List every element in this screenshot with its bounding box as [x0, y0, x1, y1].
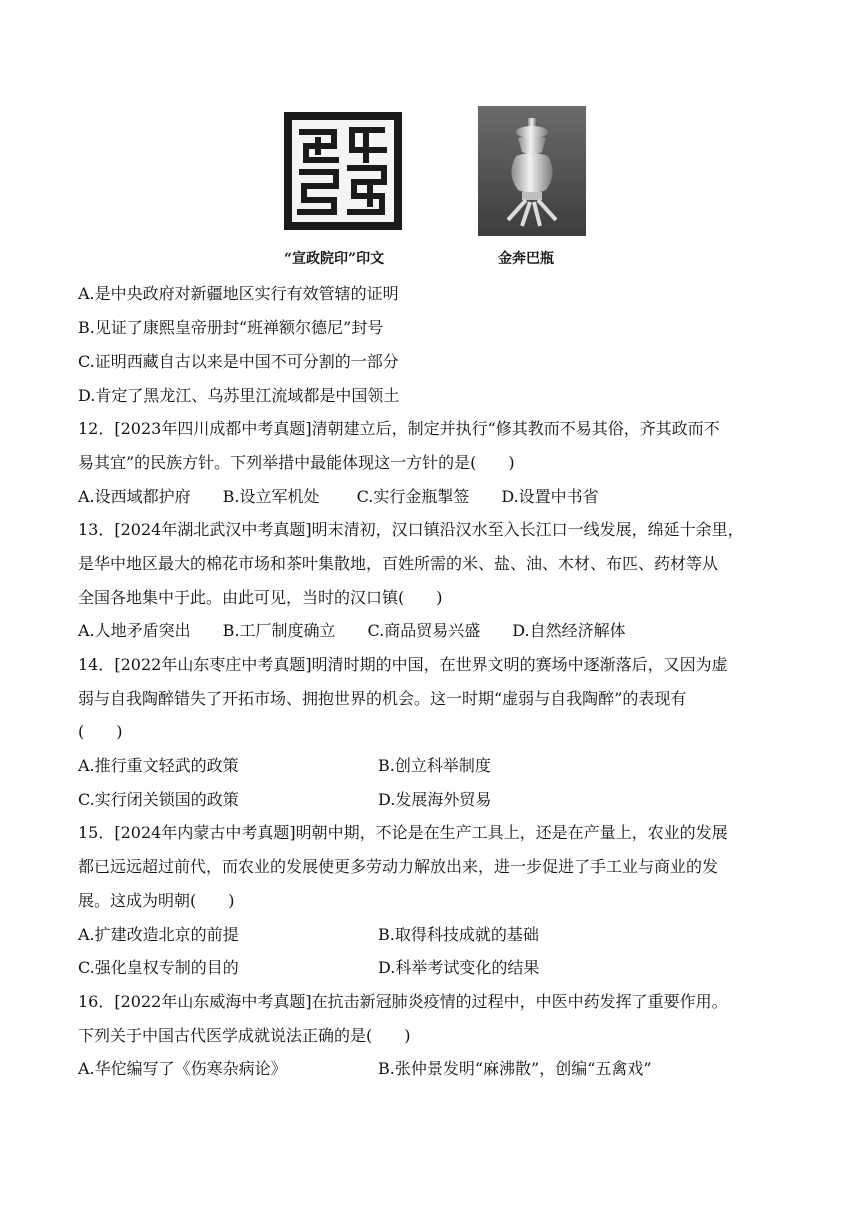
q15-stem-line3: 展。这成为明朝( ): [78, 891, 235, 910]
seal-imprint-image: [270, 100, 430, 244]
q14-option-b: B.创立科举制度: [378, 756, 491, 775]
urn-caption: 金奔巴瓶: [498, 251, 554, 267]
q11-option-b: B.见证了康熙皇帝册封“班禅额尔德尼”封号: [78, 318, 384, 337]
q12-options: A.设西域都护府 B.设立军机处 C.实行金瓶掣签 D.设置中书省: [78, 487, 599, 506]
figures-row: [270, 100, 600, 270]
q14-option-d: D.发展海外贸易: [378, 790, 492, 809]
q14-option-a: A.推行重文轻武的政策: [78, 756, 239, 775]
q12-stem-line2: 易其宜”的民族方针。下列举措中最能体现这一方针的是( ): [78, 453, 515, 472]
q15-option-b: B.取得科技成就的基础: [378, 925, 539, 944]
q11-option-a: A.是中央政府对新疆地区实行有效管辖的证明: [78, 284, 399, 303]
golden-urn-image: [478, 100, 586, 244]
q12-stem-line1: 12．[2023年四川成都中考真题]清朝建立后，制定并执行“修其教而不易其俗，齐其政而不: [78, 419, 720, 438]
q15-option-a: A.扩建改造北京的前提: [78, 925, 239, 944]
q14-stem-line1: 14．[2022年山东枣庄中考真题]明清时期的中国，在世界文明的赛场中逐渐落后，又因为虚: [78, 655, 728, 674]
q14-stem-line2: 弱与自我陶醉错失了开拓市场、拥抱世界的机会。这一时期“虚弱与自我陶醉”的表现有: [78, 689, 687, 708]
q11-option-d: D.肯定了黑龙江、乌苏里江流域都是中国领土: [78, 386, 400, 405]
q14-option-c: C.实行闭关锁国的政策: [78, 790, 239, 809]
q15-stem-line2: 都已远远超过前代，而农业的发展使更多劳动力解放出来，进一步促进了手工业与商业的发: [78, 857, 719, 876]
q11-option-c: C.证明西藏自古以来是中国不可分割的一部分: [78, 352, 399, 371]
q13-options: A.人地矛盾突出 B.工厂制度确立 C.商品贸易兴盛 D.自然经济解体: [78, 621, 626, 640]
q13-stem-line1: 13．[2024年湖北武汉中考真题]明末清初，汉口镇沿汉水至入长江口一线发展，绵延十余里，: [78, 520, 744, 539]
q15-option-c: C.强化皇权专制的目的: [78, 958, 239, 977]
q16-option-a: A.华佗编写了《伤寒杂病论》: [78, 1059, 287, 1078]
q16-stem-line1: 16．[2022年山东威海中考真题]在抗击新冠肺炎疫情的过程中，中医中药发挥了重要作用。: [78, 992, 728, 1011]
q13-stem-line2: 是华中地区最大的棉花市场和茶叶集散地，百姓所需的米、盐、油、木材、布匹、药材等从: [78, 554, 719, 573]
q15-stem-line1: 15．[2024年内蒙古中考真题]明朝中期，不论是在生产工具上，还是在产量上，农业的发展: [78, 823, 728, 842]
q15-option-d: D.科举考试变化的结果: [378, 958, 540, 977]
q16-option-b: B.张仲景发明“麻沸散”，创编“五禽戏”: [378, 1059, 652, 1078]
q13-stem-line3: 全国各地集中于此。由此可见，当时的汉口镇( ): [78, 588, 443, 607]
seal-caption: “宣政院印”印文: [284, 251, 385, 267]
q16-stem-line2: 下列关于中国古代医学成就说法正确的是( ): [78, 1026, 411, 1045]
q14-stem-line3: ( ): [78, 722, 123, 741]
